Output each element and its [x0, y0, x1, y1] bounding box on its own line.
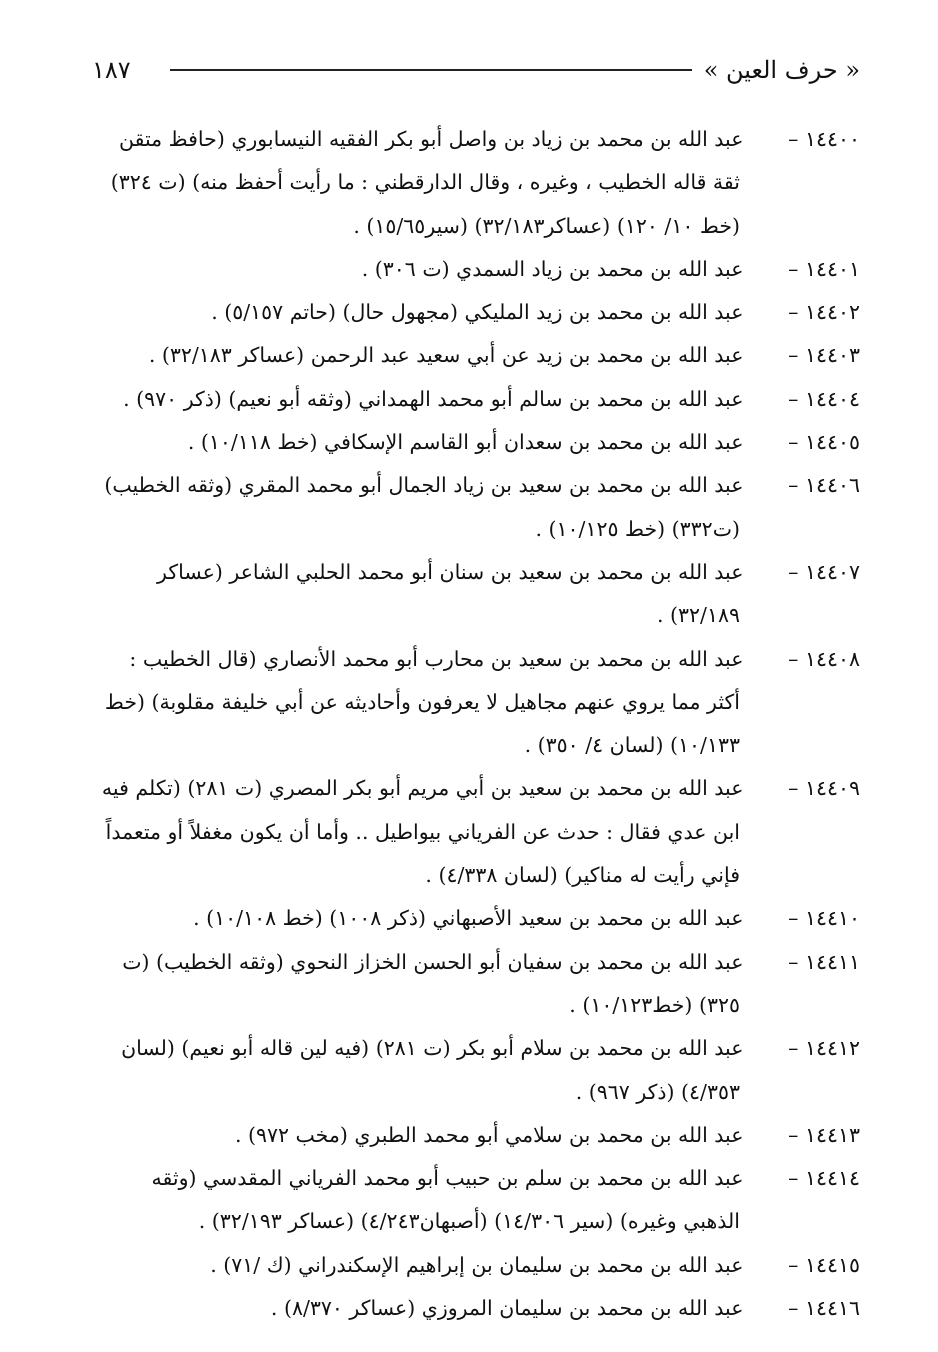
entry-text: عبد الله بن محمد بن سعيد بن أبي مريم أبو بكر المصري (ت ٢٨١) (تكلم فيه ابن عدي فقال : حدث عن الفرياني بيواطيل .. وأما أن يكون مغفلاً أو متعمداً فإني رأيت له مناكير) (لسان ٤/٣٣٨) . — [101, 776, 744, 888]
entry-text: عبد الله بن محمد بن سالم أبو محمد الهمداني (وثقه أبو نعيم) (ذكر ٩٧٠) . — [123, 386, 744, 411]
entry — [92, 767, 860, 897]
entry-number: ١٤٤٠٤ – — [788, 386, 860, 411]
entry-text: عبد الله بن محمد بن زياد بن واصل أبو بكر الفقيه النيسابوري (حافظ متقن ثقة قاله الخطيب ، وغيره ، وقال الدارقطني : ما رأيت أحفظ منه) (ت ٣٢٤) (خط ١٠/ ١٢٠) (عساكر٣٢/١٨٣) (سير١٥/٦٥) . — [110, 127, 744, 238]
entry — [92, 941, 860, 1028]
entry — [92, 1244, 860, 1287]
entry-text: عبد الله بن محمد بن سلامي أبو محمد الطبري (مخب ٩٧٢) . — [234, 1122, 744, 1147]
entry-number: ١٤٤٠٦ – — [788, 473, 860, 498]
entry-text: عبد الله بن محمد بن سعيد الأصبهاني (ذكر ١٠٠٨) (خط ١٠/١٠٨) . — [193, 906, 744, 931]
entry-number: ١٤٤٠٨ – — [788, 646, 860, 671]
entry — [92, 248, 860, 291]
entry — [92, 118, 860, 248]
entry-number: ١٤٤١٤ – — [788, 1166, 860, 1191]
entry-number: ١٤٤١٢ – — [788, 1036, 860, 1061]
entry-number: ١٤٤٠٢ – — [788, 300, 860, 325]
entry-number: ١٤٤٠١ – — [788, 256, 860, 281]
entry-number: ١٤٤١٥ – — [788, 1252, 860, 1277]
entry-text: عبد الله بن محمد بن سليمان بن إبراهيم الإسكندراني (ك /٧١) . — [210, 1252, 744, 1277]
entry — [92, 638, 860, 768]
entry-text: عبد الله بن محمد بن سعدان أبو القاسم الإسكافي (خط ١٠/١١٨) . — [187, 430, 744, 455]
entry-text: عبد الله بن محمد بن سفيان أبو الحسن الخزاز النحوي (وثقه الخطيب) (ت ٣٢٥) (خط١٠/١٢٣) . — [122, 949, 744, 1017]
entry — [92, 291, 860, 334]
entry-text: عبد الله بن محمد بن سعيد بن زياد الجمال أبو محمد المقري (وثقه الخطيب) (ت٣٣٢) (خط ١٠/١٢٥) . — [104, 473, 744, 541]
page-header — [92, 50, 860, 90]
page-number: ١٨٧ — [92, 56, 131, 84]
entry-text: عبد الله بن محمد بن سلم بن حبيب أبو محمد الفرياني المقدسي (وثقه الذهبي وغيره) (سير ١٤/٣٠٦) (أصبهان٤/٢٤٣) (عساكر ٣٢/١٩٣) . — [151, 1166, 744, 1234]
entry — [92, 897, 860, 940]
entry — [92, 1114, 860, 1157]
entry-list — [92, 118, 860, 1330]
entry-number: ١٤٤١٦ – — [788, 1296, 860, 1321]
entry-number: ١٤٤٠٩ – — [788, 776, 860, 801]
entry-text: عبد الله بن محمد بن سليمان المروزي (عساكر ٨/٣٧٠) . — [270, 1296, 744, 1321]
entry-text: عبد الله بن محمد بن زيد عن أبي سعيد عبد الرحمن (عساكر ٣٢/١٨٣) . — [148, 343, 744, 368]
entry — [92, 551, 860, 638]
entry — [92, 464, 860, 551]
entry-number: ١٤٤٠٥ – — [788, 430, 860, 455]
entry-text: عبد الله بن محمد بن زيد المليكي (مجهول حال) (حاتم ٥/١٥٧) . — [211, 300, 744, 325]
entry-number: ١٤٤٠٠ – — [788, 127, 860, 151]
entry — [92, 1027, 860, 1114]
running-head: « حرف العين » — [703, 56, 860, 84]
entry-number: ١٤٤٠٣ – — [788, 343, 860, 368]
entry-text: عبد الله بن محمد بن زياد السمدي (ت ٣٠٦) . — [361, 256, 744, 281]
entry — [92, 1287, 860, 1330]
entry — [92, 421, 860, 464]
entry-number: ١٤٤٠٧ – — [788, 559, 860, 584]
entry — [92, 1157, 860, 1244]
entry-text: عبد الله بن محمد بن سلام أبو بكر (ت ٢٨١) (فيه لين قاله أبو نعيم) (لسان ٤/٣٥٣) (ذكر ٩٦٧) . — [121, 1036, 744, 1104]
header-rule — [170, 69, 692, 71]
entry-number: ١٤٤١١ – — [788, 949, 860, 974]
entry-text: عبد الله بن محمد بن سعيد بن سنان أبو محمد الحلبي الشاعر (عساكر ٣٢/١٨٩) . — [157, 559, 744, 628]
entry — [92, 334, 860, 377]
entry-number: ١٤٤١٠ – — [788, 906, 860, 931]
entry-text: عبد الله بن محمد بن سعيد بن محارب أبو محمد الأنصاري (قال الخطيب : أكثر مما يروي عنهم مجاهيل لا يعرفون وأحاديثه عن أبي خليفة مقلوبة) (خط ١٠/١٣٣) (لسان ٤/ ٣٥٠) . — [104, 646, 744, 758]
entry-number: ١٤٤١٣ – — [788, 1122, 860, 1147]
entry — [92, 378, 860, 421]
